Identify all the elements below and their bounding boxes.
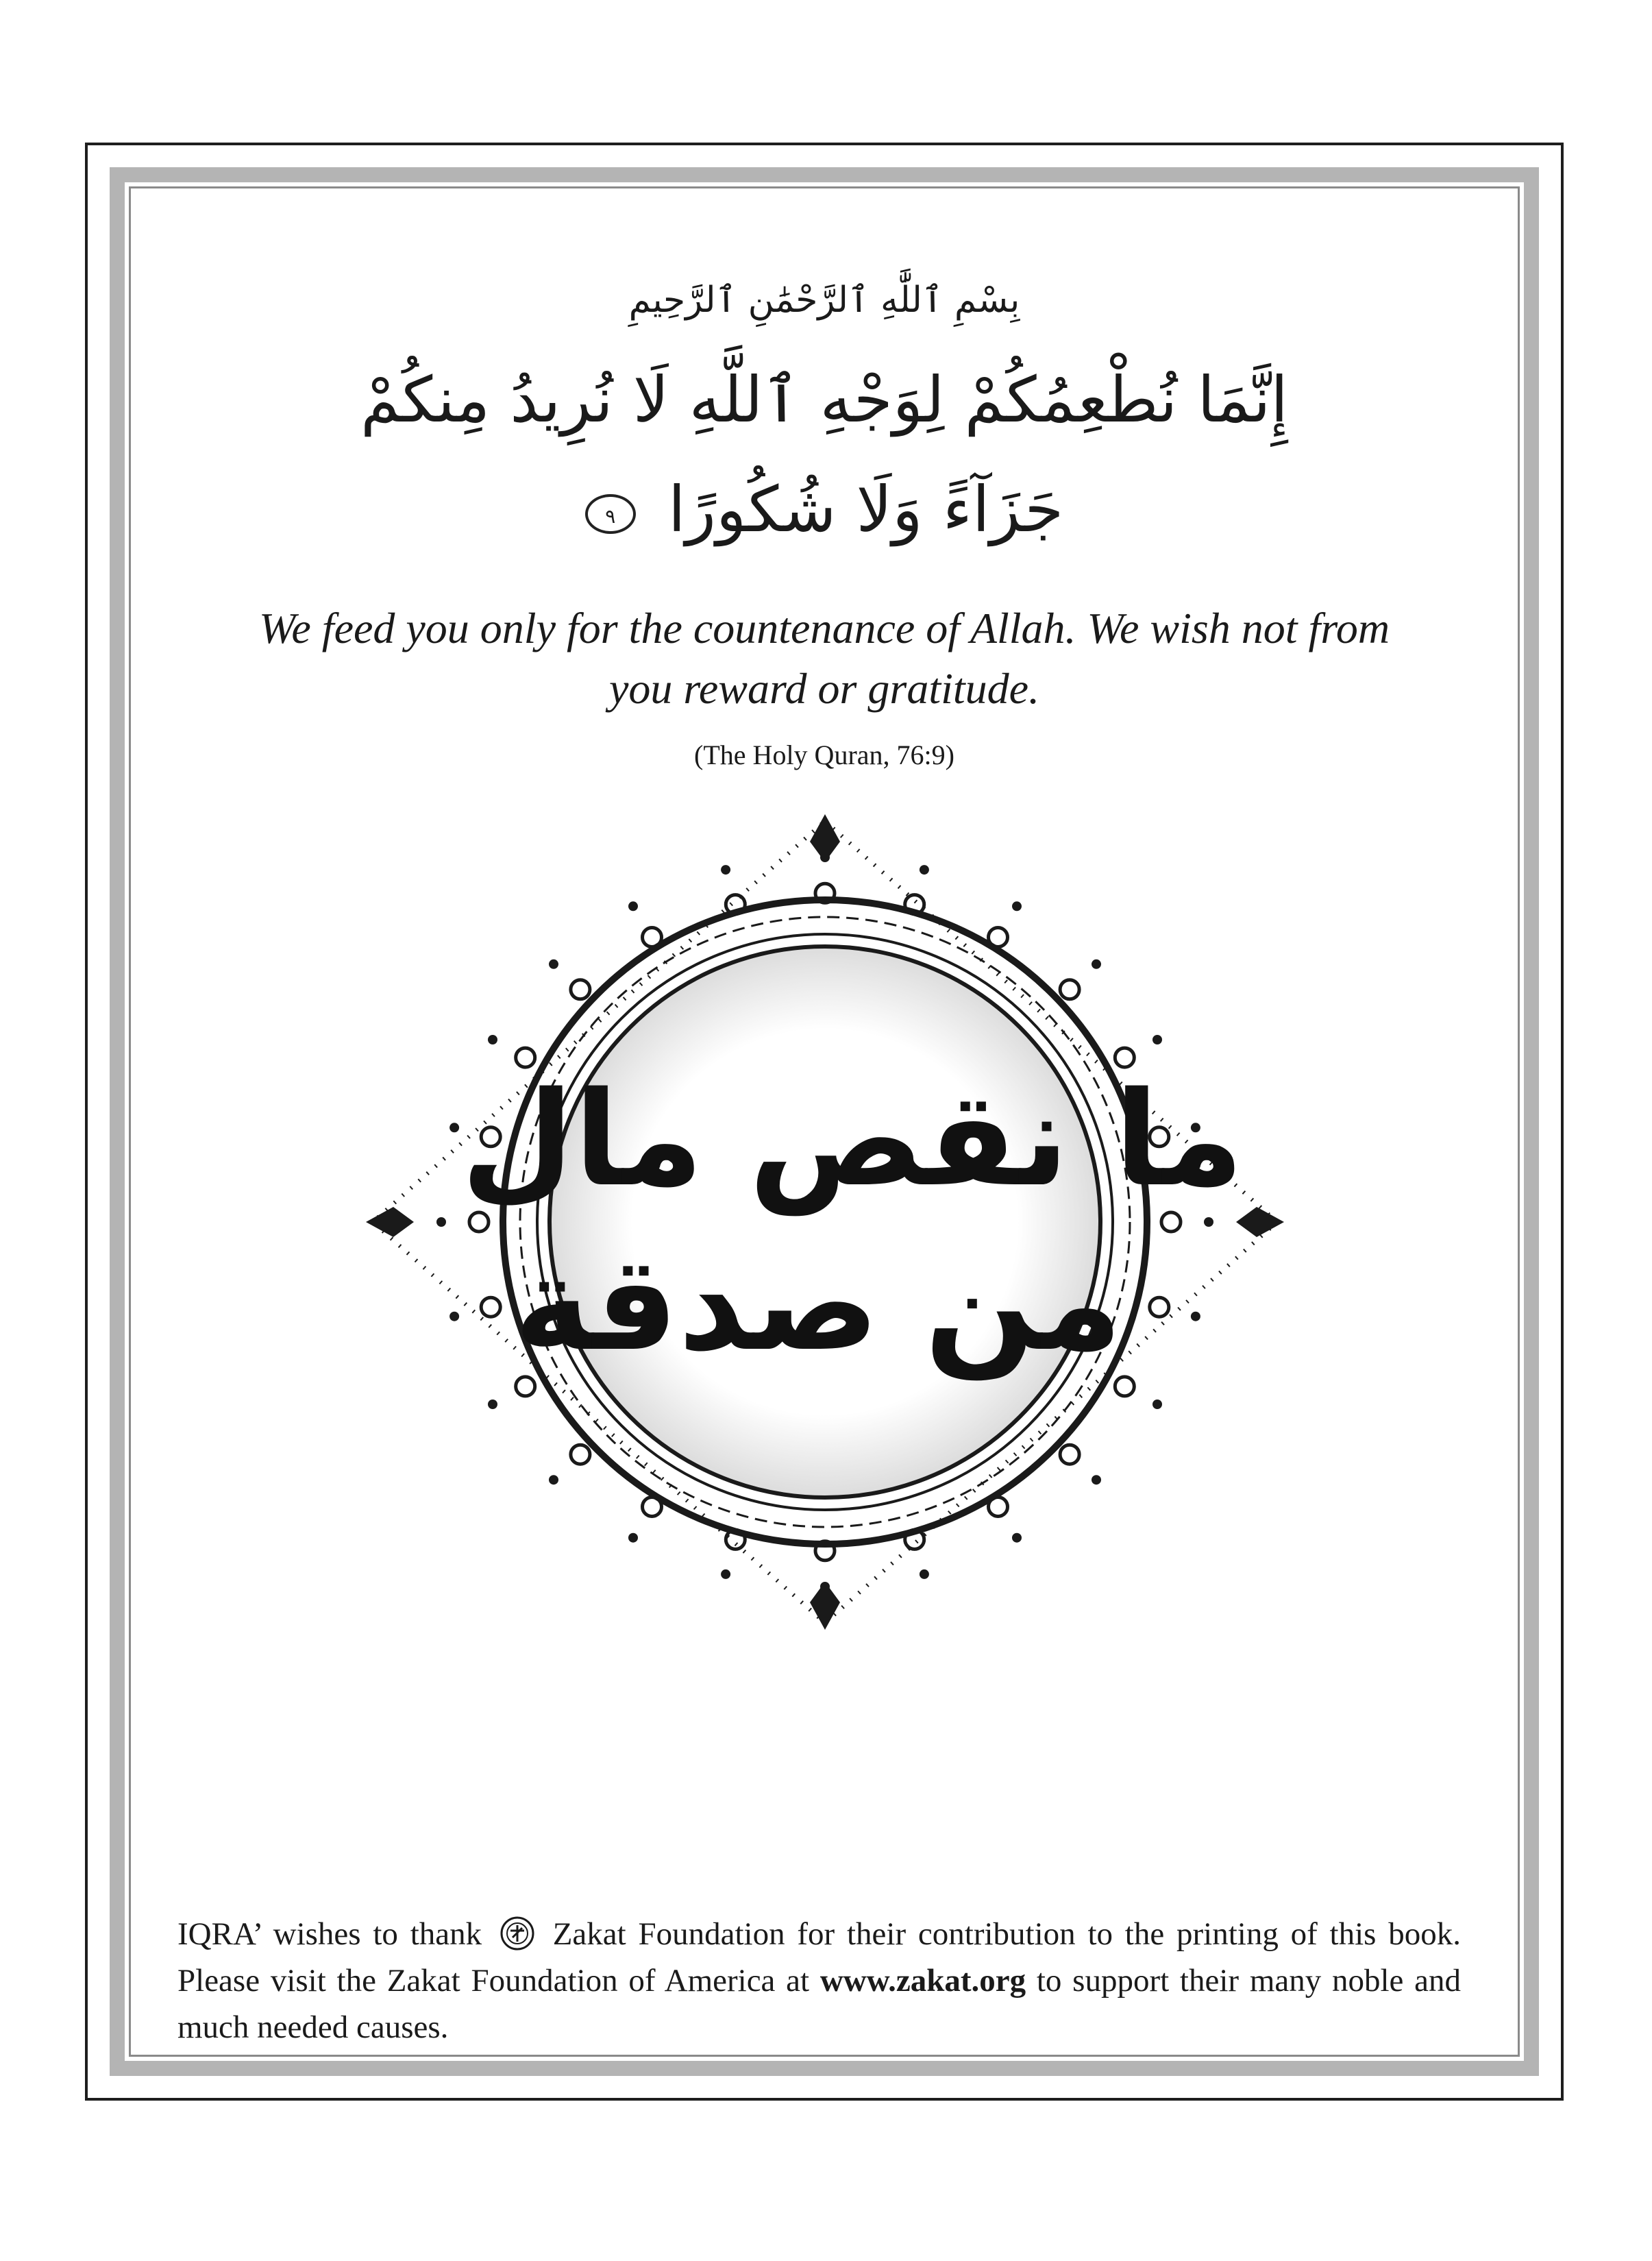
flourish-scroll: [1060, 1445, 1079, 1464]
flourish-dot: [628, 1533, 638, 1543]
flourish-dot: [1152, 1400, 1162, 1409]
verse-translation: We feed you only for the countenance of Allah. We wish not from you reward or gratitude.: [258, 604, 1390, 713]
flourish-scroll: [516, 1377, 535, 1396]
flourish-dot: [721, 865, 730, 875]
thanks-pre: IQRA’ wishes to thank: [177, 1916, 482, 1952]
flourish-dot: [549, 1475, 558, 1484]
zakat-url-link[interactable]: www.zakat.org: [819, 1963, 1026, 1999]
page-content: [85, 143, 1564, 2101]
flourish-scroll: [469, 1212, 489, 1232]
flourish-dot: [449, 1123, 459, 1132]
flourish-scroll: [989, 1498, 1008, 1517]
calligraphy-medallion: [338, 800, 1311, 1643]
flourish-scroll: [643, 1498, 662, 1517]
verse-line-1: إِنَّمَا نُطْعِمُكُمْ لِوَجْهِ ٱللَّهِ لَا نُرِيدُ مِنكُمْ: [360, 363, 1288, 437]
inner-disc: [550, 946, 1100, 1498]
flourish-scroll: [643, 928, 662, 947]
flourish-dot: [1092, 960, 1101, 969]
flourish-dot: [549, 960, 558, 969]
thanks-post: to support their many noble and much needed causes.: [177, 1963, 1462, 2045]
verse-line-2-text: جَزَآءً وَلَا شُكُورًا: [668, 473, 1064, 546]
flourish-dot: [449, 1312, 459, 1321]
ayah-number-marker: ٩: [585, 494, 636, 534]
flourish-scroll: [1161, 1212, 1181, 1232]
flourish-scroll: [481, 1297, 500, 1317]
flourish-dot: [488, 1035, 497, 1044]
thanks-mid: Zakat Foundation for their contribution to the printing of this book. Please visit the Zakat Foundation of America at: [177, 1916, 1461, 1999]
basmala: بِسْمِ ٱللَّٰهِ ٱلرَّحْمَٰنِ ٱلرَّحِيمِ: [628, 280, 1020, 321]
flourish-scroll: [571, 1445, 590, 1464]
calligraphy-line-1: ما نقص مال: [460, 1064, 1244, 1215]
flourish-dot: [920, 1569, 929, 1579]
calligraphy-line-2: من صدقة: [514, 1228, 1122, 1380]
verse-citation: (The Holy Quran, 76:9): [694, 740, 954, 770]
flourish-dot: [436, 1217, 446, 1227]
flourish-dot: [1204, 1217, 1213, 1227]
flourish-dot: [1092, 1475, 1101, 1484]
verse-line-2: [222, 473, 1427, 546]
flourish-scroll: [1150, 1297, 1169, 1317]
flourish-scroll: [1115, 1377, 1134, 1396]
flourish-dot: [1012, 901, 1022, 911]
flourish-dot: [920, 865, 929, 875]
flourish-scroll: [571, 980, 590, 999]
flourish-dot: [488, 1400, 497, 1409]
flourish-dot: [1191, 1312, 1200, 1321]
flourish-scroll: [989, 928, 1008, 947]
flourish-dot: [1152, 1035, 1162, 1044]
flourish-dot: [1012, 1533, 1022, 1543]
flourish-dot: [628, 901, 638, 911]
flourish-dot: [721, 1569, 730, 1579]
zakat-foundation-logo-icon: [500, 1916, 535, 1951]
acknowledgement-paragraph: [177, 1911, 1461, 2051]
flourish-scroll: [1060, 980, 1079, 999]
